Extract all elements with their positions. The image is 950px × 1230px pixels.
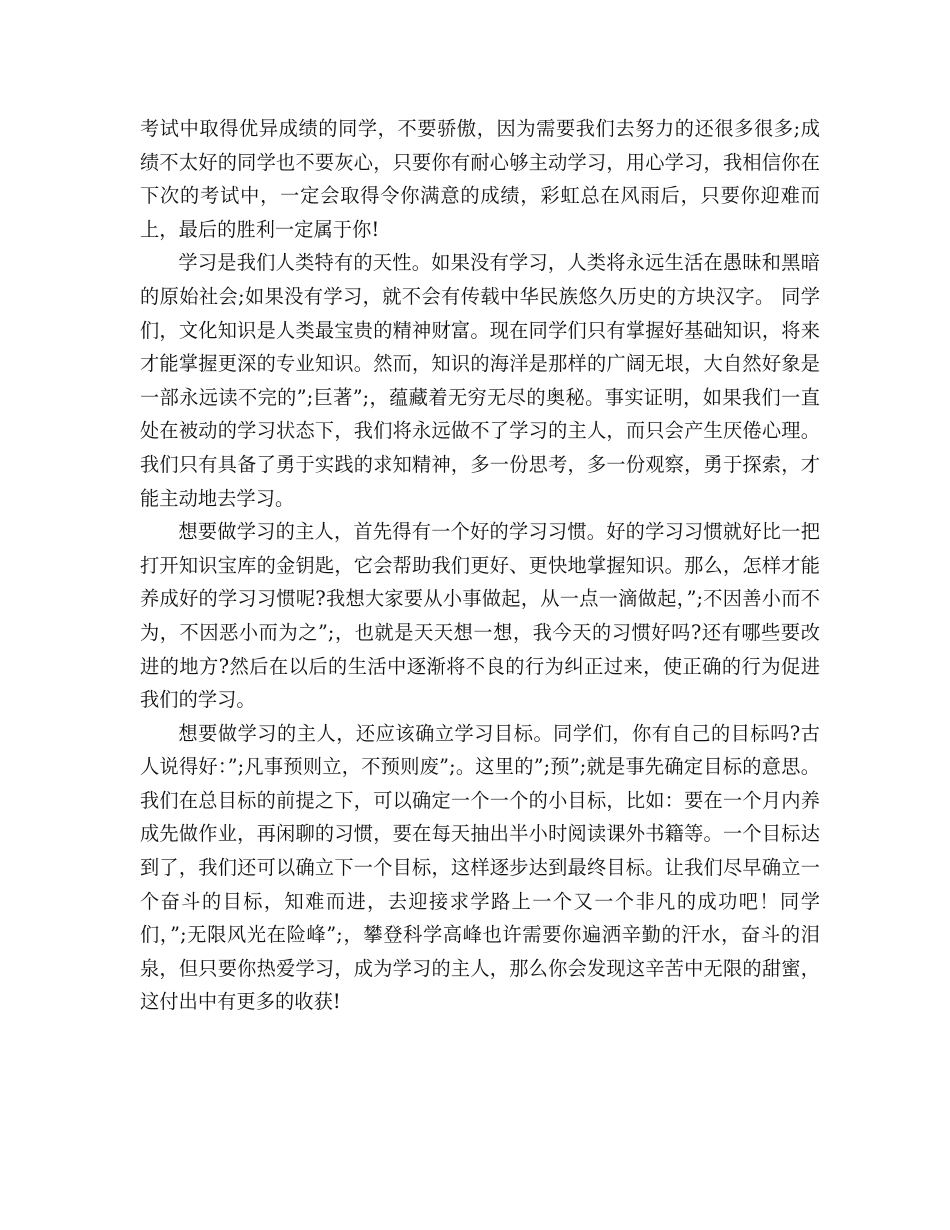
document-body: [140, 112, 820, 1019]
paragraph-learning-goals: 想要做学习的主人，还应该确立学习目标。同学们，你有自己的目标吗?古人说得好：”;凡事预则立，不预则废”;。这里的”;预”;就是事先确定目标的意思。我们在总目标的前提之下，可以确定一个一个的小目标，比如：要在一个月内养成先做作业，再闲聊的习惯，要在每天抽出半小时阅读课外书籍等。一个目标达到了，我们还可以确立下一个目标，这样逐步达到最终目标。让我们尽早确立一个奋斗的目标，知难而进，去迎接求学路上一个又一个非凡的成功吧！同学们，”;无限风光在险峰”;，攀登科学高峰也许需要你遍洒辛勤的汗水，奋斗的泪泉，但只要你热爱学习，成为学习的主人，那么你会发现这辛苦中无限的甜蜜，这付出中有更多的收获!: [140, 721, 820, 1014]
paragraph-learning-habits: 想要做学习的主人，首先得有一个好的学习习惯。好的学习习惯就好比一把打开知识宝库的金钥匙，它会帮助我们更好、更快地掌握知识。那么，怎样才能养成好的学习习惯呢?我想大家要从小事做起，从一点一滴做起，”;不因善小而不为，不因恶小而为之”;，也就是天天想一想，我今天的习惯好吗?还有哪些要改进的地方?然后在以后的生活中逐渐将不良的行为纠正过来，使正确的行为促进我们的学习。: [140, 520, 820, 712]
paragraph-continued: 考试中取得优异成绩的同学，不要骄傲，因为需要我们去努力的还很多很多;成绩不太好的同学也不要灰心，只要你有耐心够主动学习，用心学习，我相信你在下次的考试中，一定会取得令你满意的成绩，彩虹总在风雨后，只要你迎难而上，最后的胜利一定属于你!: [140, 117, 820, 241]
paragraph-learning-nature: 学习是我们人类特有的天性。如果没有学习，人类将永远生活在愚昧和黑暗的原始社会;如果没有学习，就不会有传载中华民族悠久历史的方块汉字。 同学们，文化知识是人类最宝贵的精神财富。现在同学们只有掌握好基础知识，将来才能掌握更深的专业知识。然而，知识的海洋是那样的广阔无垠，大自然好象是一部永远读不完的”;巨著”;，蕴藏着无穷无尽的奥秘。事实证明，如果我们一直处在被动的学习状态下，我们将永远做不了学习的主人，而只会产生厌倦心理。我们只有具备了勇于实践的求知精神，多一份思考，多一份观察，勇于探索，才能主动地去学习。: [140, 251, 820, 510]
